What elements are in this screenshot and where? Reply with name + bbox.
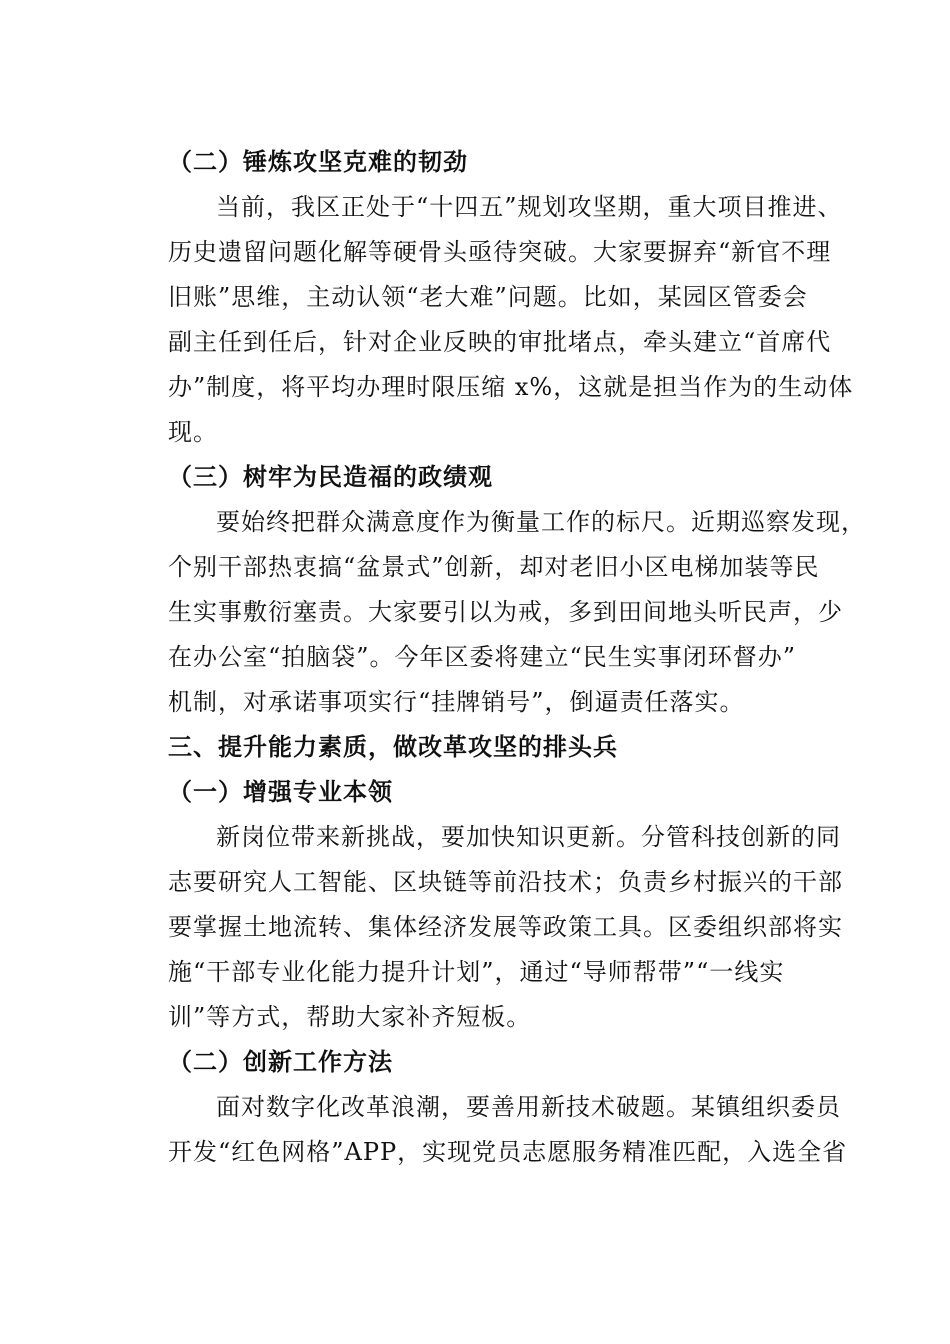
text-line: 个别干部热衷搞“盆景式”创新，却对老旧小区电梯加装等民	[168, 553, 820, 581]
text-line: 历史遗留问题化解等硬骨头亟待突破。大家要摒弃“新官不理	[168, 238, 832, 266]
paragraph-3-1	[120, 815, 843, 1040]
section-heading-2-2: （二）锤炼攻坚克难的韧劲	[168, 148, 468, 176]
section-heading-3-1: （一）增强专业本领	[168, 778, 393, 806]
text-line: 新岗位带来新挑战，要加快知识更新。分管科技创新的同	[216, 823, 841, 851]
paragraph-2-3	[120, 500, 866, 725]
text-line: 施“干部专业化能力提升计划”，通过“导师帮带”“一线实	[168, 958, 785, 986]
text-line: 训”等方式，帮助大家补齐短板。	[168, 1003, 532, 1031]
text-line: 要掌握土地流转、集体经济发展等政策工具。区委组织部将实	[168, 913, 843, 941]
paragraph-3-2	[120, 1085, 848, 1175]
section-heading-3: 三、提升能力素质，做改革攻坚的排头兵	[168, 733, 618, 761]
text-line: 现。	[168, 418, 218, 446]
text-line: 副主任到任后，针对企业反映的审批堵点，牵头建立“首席代	[168, 328, 832, 356]
text-line: 旧账”思维，主动认领“老大难”问题。比如，某园区管委会	[168, 283, 808, 311]
section-heading-3-2: （二）创新工作方法	[168, 1048, 393, 1076]
text-line: 要始终把群众满意度作为衡量工作的标尺。近期巡察发现，	[216, 508, 866, 536]
section-heading-2-3: （三）树牢为民造福的政绩观	[168, 463, 493, 491]
text-line: 办”制度，将平均办理时限压缩 x%，这就是担当作为的生动体	[168, 373, 854, 401]
text-line: 在办公室“拍脑袋”。今年区委将建立“民生实事闭环督办”	[168, 643, 797, 671]
paragraph-2-2	[120, 185, 854, 455]
text-line: 当前，我区正处于“十四五”规划攻坚期，重大项目推进、	[216, 193, 843, 221]
text-line: 机制，对承诺事项实行“挂牌销号”，倒逼责任落实。	[168, 688, 745, 716]
text-line: 生实事敷衍塞责。大家要引以为戒，多到田间地头听民声，少	[168, 598, 843, 626]
text-line: 志要研究人工智能、区块链等前沿技术；负责乡村振兴的干部	[168, 868, 843, 896]
text-line: 开发“红色网格”APP，实现党员志愿服务精准匹配，入选全省	[168, 1138, 848, 1166]
text-line: 面对数字化改革浪潮，要善用新技术破题。某镇组织委员	[216, 1093, 841, 1121]
